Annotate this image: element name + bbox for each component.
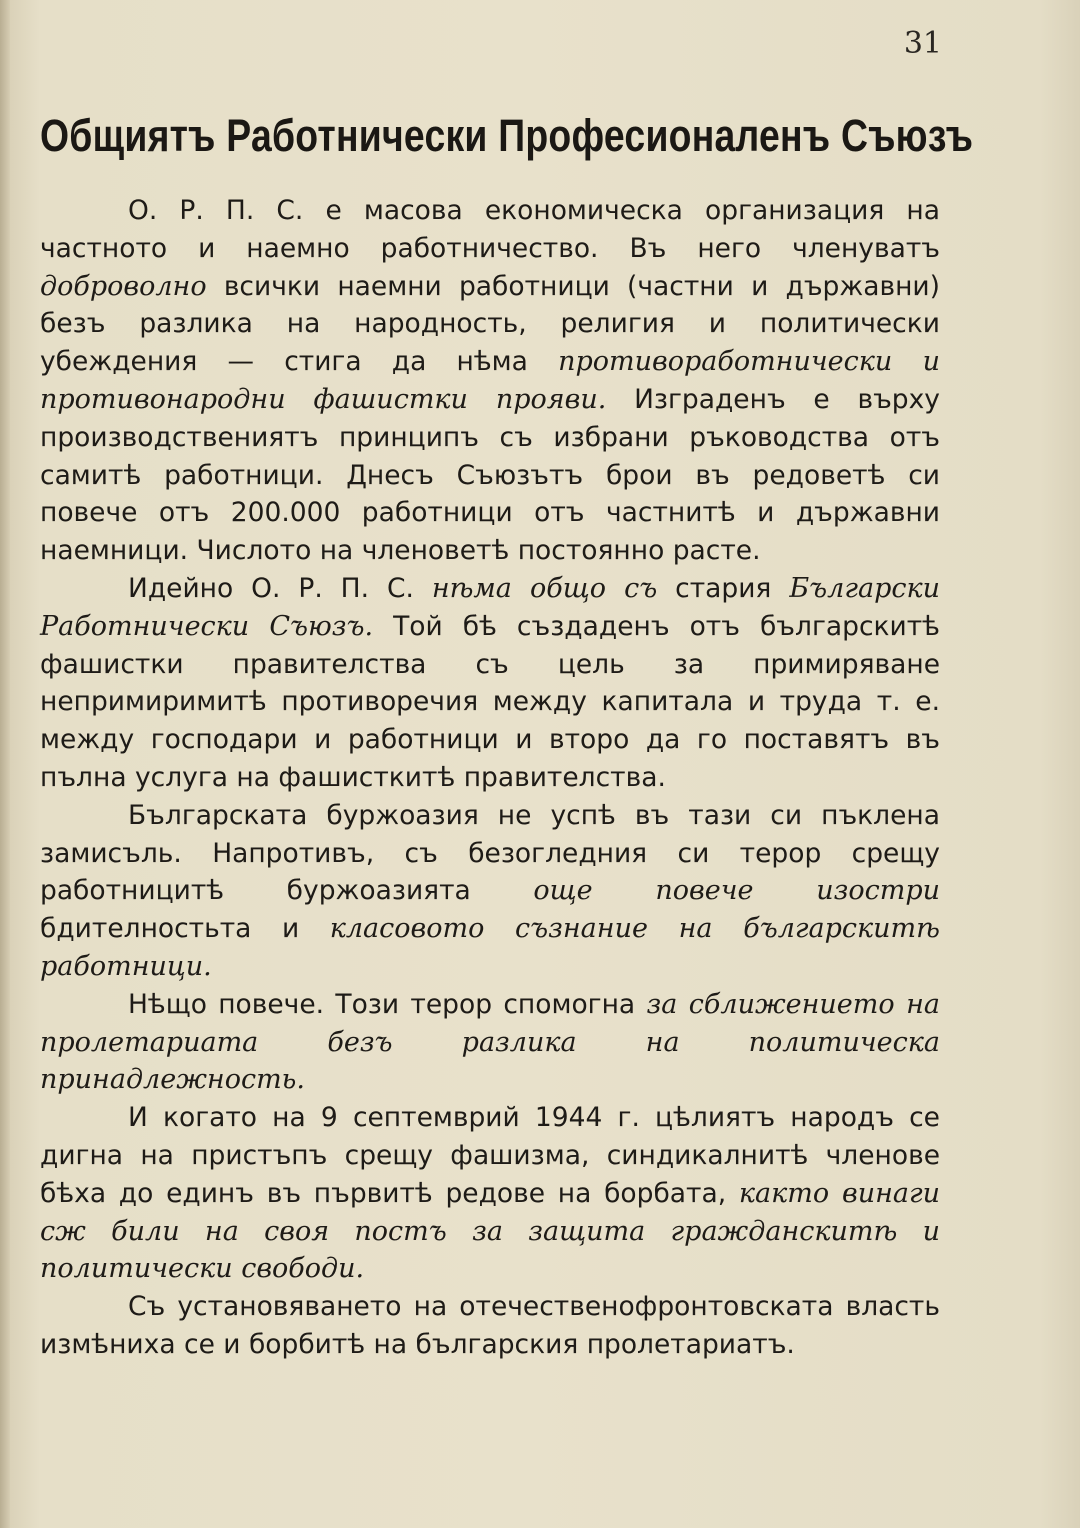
text-run: Идейно О. Р. П. С. (128, 572, 432, 604)
emphasized-text: за сближението на пролетариата безъ разлика на политическа принадлежность. (40, 988, 940, 1096)
text-run: стария (657, 572, 790, 604)
text-run: Той бѣ създаденъ отъ българскитѣ фашистки правителства съ цель за примиряване непримиримитѣ противоречия между капитала и труда т. е. между господари и работници и второ да го поставятъ въ пълна услуга на фашисткитѣ правителства. (40, 610, 940, 793)
text-run: всички наемни работници (частни и държавни) безъ разлика на народность, религия и политически убеждения — стига да нѣма (40, 270, 940, 378)
paragraph (40, 797, 940, 986)
emphasized-text: класовото съзнание на българскитѣ работници. (40, 913, 940, 982)
page-title: Общиятъ Работнически Професионаленъ Съюзъ (40, 110, 974, 161)
paragraph (40, 1099, 940, 1288)
emphasized-text: Български Работнически Съюзъ. (40, 572, 941, 642)
text-run: Нѣщо повече. Този терор спомогна (128, 988, 647, 1020)
page-binding-edge (0, 0, 10, 1528)
paragraph (40, 192, 940, 570)
paragraph (40, 570, 940, 797)
emphasized-text: както винаги сж били на своя постъ за защита гражданскитѣ и политически свободи. (40, 1177, 941, 1285)
text-run: О. Р. П. С. е масова економическа организация на частното и наемно работничество. Въ него членуватъ (40, 195, 940, 264)
text-run: Изграденъ е върху производствениятъ принципъ съ избрани ръководства отъ самитѣ работници. Днесъ Съюзътъ брои въ редоветѣ си повече отъ 200.000 работници отъ частнитѣ и държавни наемници. Числото на членоветѣ постоянно расте. (40, 383, 940, 567)
text-run: И когато на 9 септемврий 1944 г. цѣлиятъ народъ се дигна на пристъпъ срещу фашизма, синдикалнитѣ членове бѣха до единъ въ първитѣ редове на борбата, (40, 1102, 940, 1209)
text-run: Българската буржоазия не успѣ въ тази си пъклена замисъль. Напротивъ, съ безогледния си терор срещу работницитѣ буржоазията (40, 799, 940, 907)
article-body (40, 192, 940, 1364)
text-run: бдителностьта и (40, 913, 330, 945)
emphasized-text: доброволно (40, 270, 207, 302)
page-number: 31 (903, 26, 942, 61)
emphasized-text: още повече изостри (533, 875, 940, 907)
paragraph (40, 1288, 940, 1364)
text-run: Съ установяването на отечественофронтовската власть измѣниха се и борбитѣ на българския пролетариатъ. (40, 1291, 940, 1360)
paragraph (40, 986, 940, 1099)
emphasized-text: нѣма общо съ (431, 572, 658, 604)
emphasized-text: противоработнически и противонародни фашистки прояви. (40, 346, 941, 415)
